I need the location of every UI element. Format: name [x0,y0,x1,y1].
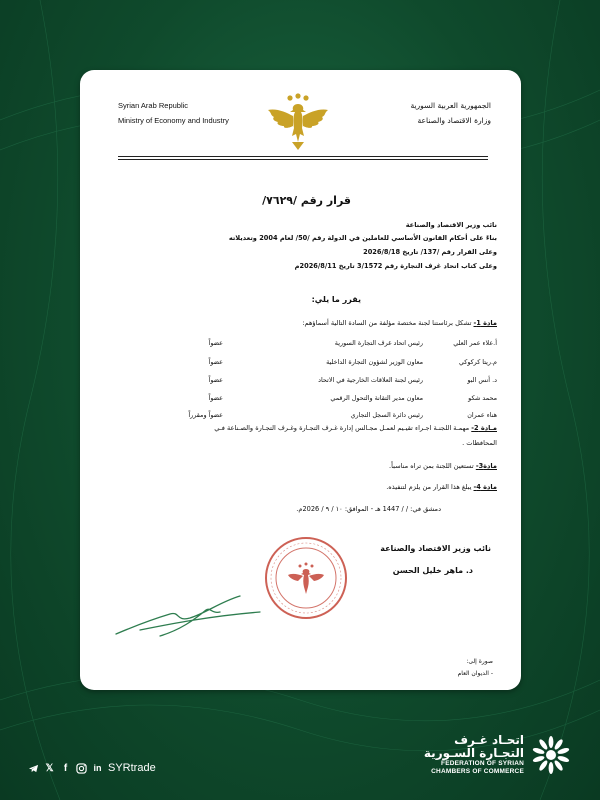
article-4-label: مادة 4- [473,483,497,491]
header-arabic [410,98,491,128]
member-title: رئيس لجنة العلاقات الخارجية في الاتحاد [318,375,423,384]
signer-name: د. ماهر خليل الحسن [392,566,473,575]
header-country-ar: الجمهورية العربية السورية [410,101,491,110]
federation-branding [424,734,572,776]
member-name: م.ريتا كركوكي [458,357,497,366]
member-row [137,355,497,368]
social-links [28,762,156,774]
member-name: محمد شكو [468,393,497,402]
article-2 [214,423,497,434]
federation-name-ar-1: اتحـاد غـرف [454,733,524,747]
article-3-label: مادة3- [475,462,497,470]
member-name: أ.علاء عمر العلي [453,338,497,347]
basis-line-2: وعلى القرار رقم /137/ تاريخ 2026/8/18 [363,248,497,256]
member-role: عضواً [208,357,223,366]
facebook-icon[interactable]: f [63,762,68,774]
article-1-text: تشكل برئاستنا لجنة مختصة مؤلفة من السادة التالية أسماؤهم: [302,319,474,327]
federation-name [424,734,524,776]
header-ministry-ar: وزارة الاقتصاد والصناعة [417,116,491,125]
member-role: عضواً [208,393,223,402]
federation-name-en-2: CHAMBERS OF COMMERCE [431,768,524,775]
member-title: رئيس دائرة السجل التجاري [350,410,423,419]
date-line: دمشق في: / / 1447 هـ - الموافق: ١٠ / ٩ / 2026م. [296,505,441,513]
member-title: رئيس اتحاد غرف التجارة السورية [334,338,423,347]
basis-line-1: بناءً على أحكام القانون الأساسي للعاملين في الدولة رقم /50/ لعام 2004 وتعديلاته [228,234,497,242]
basis-line-3: وعلى كتاب اتحاد غرف التجارة رقم 3/1572 تاريخ 2026/8/11م [294,262,497,270]
article-3 [389,461,497,472]
copy-to-label: صورة إلى: [466,658,493,665]
member-title: معاون الوزير لشؤون التجارة الداخلية [326,357,423,366]
article-1 [302,318,497,329]
x-icon[interactable]: 𝕏 [45,762,54,774]
decides-heading: يقرر ما يلي: [311,295,361,304]
article-4 [386,482,497,493]
signature-icon [110,590,280,640]
eagle-emblem-icon [266,92,330,152]
federation-name-en-1: FEDERATION OF SYRIAN [441,760,524,767]
member-row [137,336,497,349]
member-role: عضواً [208,338,223,347]
header-english [118,98,229,128]
article-3-text: تستعين اللجنة بمن تراه مناسباً. [389,462,476,470]
federation-name-ar-2: التجـارة السـورية [423,746,524,760]
social-handle[interactable]: SYRtrade [108,762,156,774]
article-2-label: مـادة 2- [471,424,497,432]
article-4-text: يبلغ هذا القرار من يلزم لتنفيذه. [386,483,474,491]
header-divider-bottom [118,159,488,160]
header-ministry-en: Ministry of Economy and Industry [118,116,229,125]
article-2-continuation: المحافظات . [462,439,497,447]
telegram-icon[interactable] [28,763,39,774]
member-row [137,408,497,421]
article-1-label: مادة 1- [473,319,497,327]
member-title: معاون مدير التقانة والتحول الرقمي [330,393,423,402]
copy-to-item: - الديوان العام [457,670,493,677]
issuer-line: نائب وزير الاقتصاد والصناعة [405,221,497,229]
decision-title: قرار رقم /٧٦٢٩/ [262,194,351,207]
member-role: عضواً [208,375,223,384]
member-name: هناء عمران [467,410,497,419]
decision-document [80,70,521,690]
member-row [137,373,497,386]
header-divider-top [118,156,488,157]
member-row [137,391,497,404]
article-2-text: مهمـة اللجنـة اجـراء تقيـيم لعمـل مجـالس إدارة غـرف التجـارة وغـرف التجـارة والصـناعة فـي [214,424,472,432]
linkedin-icon[interactable]: in [93,762,102,773]
signer-title: نائب وزير الاقتصاد والصناعة [380,544,491,553]
member-name: د. أنس البو [467,375,497,384]
member-role: عضواً ومقرراً [188,410,223,419]
header-country-en: Syrian Arab Republic [118,101,189,110]
federation-logo-icon [530,734,572,776]
instagram-icon[interactable] [76,763,87,774]
